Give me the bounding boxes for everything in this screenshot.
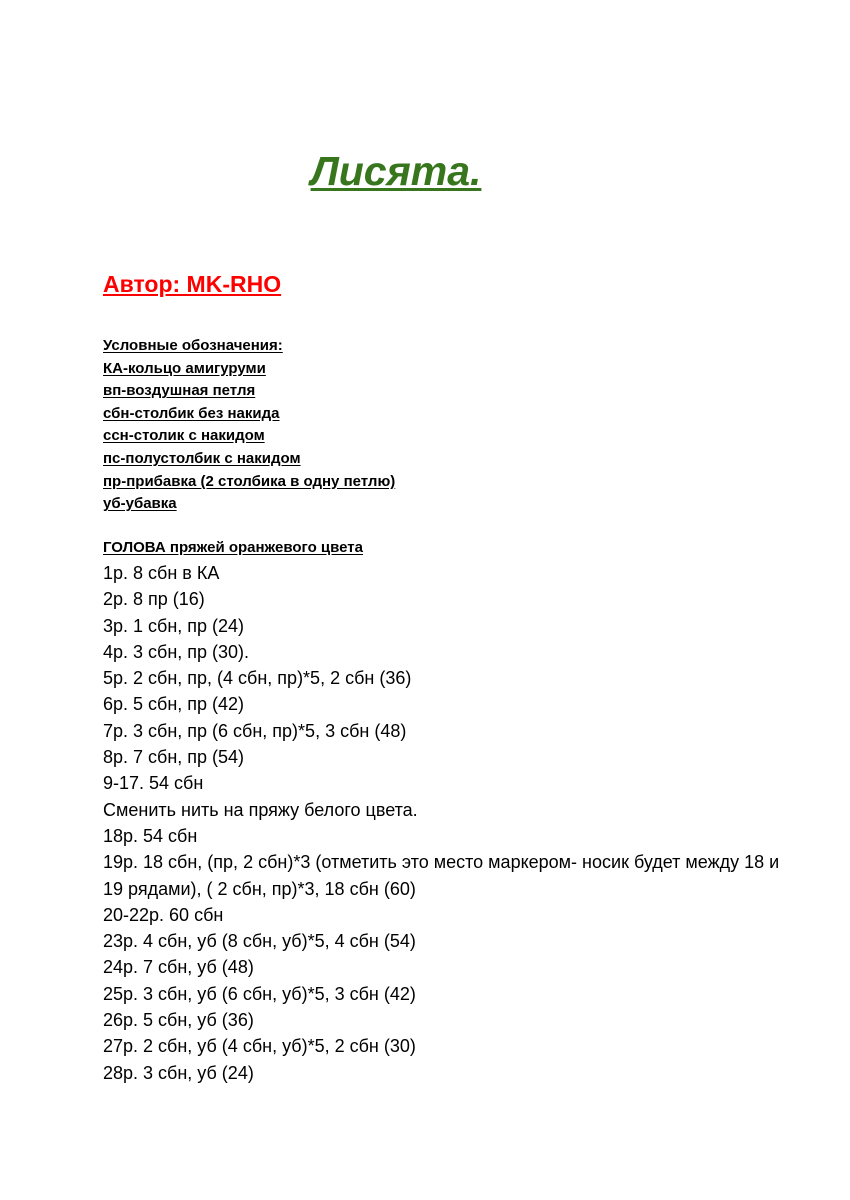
pattern-row: 9-17. 54 сбн <box>103 773 204 794</box>
pattern-row: 2р. 8 пр (16) <box>103 589 205 610</box>
head-section-heading-bold: ГОЛОВА <box>103 539 166 556</box>
pattern-row: 25р. 3 сбн, уб (6 сбн, уб)*5, 3 сбн (42) <box>103 983 416 1004</box>
head-section-heading <box>103 537 363 559</box>
pattern-row: 4р. 3 сбн, пр (30). <box>103 641 250 662</box>
pattern-row: 24р. 7 сбн, уб (48) <box>103 957 254 978</box>
pattern-row: 8р. 7 сбн, пр (54) <box>103 747 245 768</box>
legend-item: пр-прибавка (2 столбика в одну петлю) <box>103 472 396 490</box>
legend-heading: Условные обозначения: <box>103 337 283 354</box>
legend-item: КА-кольцо амигуруми <box>103 359 266 377</box>
pattern-row: 18р. 54 сбн <box>103 825 198 846</box>
pattern-row: 3р. 1 сбн, пр (24) <box>103 615 245 636</box>
head-rows-list <box>103 560 783 1086</box>
legend-item: уб-убавка <box>103 495 177 513</box>
head-section-heading-rest: пряжей оранжевого цвета <box>165 539 363 556</box>
pattern-row: 20-22р. 60 сбн <box>103 904 224 925</box>
pattern-row: 23р. 4 сбн, уб (8 сбн, уб)*5, 4 сбн (54) <box>103 931 416 952</box>
pattern-row: 7р. 3 сбн, пр (6 сбн, пр)*5, 3 сбн (48) <box>103 720 407 741</box>
legend-list <box>103 335 395 516</box>
pattern-row: 6р. 5 сбн, пр (42) <box>103 694 245 715</box>
pattern-row: 19р. 18 сбн, (пр, 2 сбн)*3 (отметить это место маркером- носик будет между 18 и 19 рядами), ( 2 сбн, пр)*3, 18 сбн (60) <box>103 852 780 899</box>
pattern-row: 28р. 3 сбн, уб (24) <box>103 1062 254 1083</box>
legend-item: пс-полустолбик с накидом <box>103 449 301 467</box>
pattern-row: 26р. 5 сбн, уб (36) <box>103 1010 254 1031</box>
pattern-row: 27р. 2 сбн, уб (4 сбн, уб)*5, 2 сбн (30) <box>103 1036 416 1057</box>
pattern-note: Сменить нить на пряжу белого цвета. <box>103 799 418 820</box>
legend-item: сбн-столбик без накида <box>103 404 280 422</box>
pattern-row: 1р. 8 сбн в КА <box>103 563 220 583</box>
document-title: Лисята. <box>310 148 482 194</box>
legend-item: ссн-столик с накидом <box>103 427 265 445</box>
legend-item: вп-воздушная петля <box>103 382 256 400</box>
author-line: Автор: MK-RHO <box>103 271 282 297</box>
pattern-row: 5р. 2 сбн, пр, (4 сбн, пр)*5, 2 сбн (36) <box>103 668 412 689</box>
